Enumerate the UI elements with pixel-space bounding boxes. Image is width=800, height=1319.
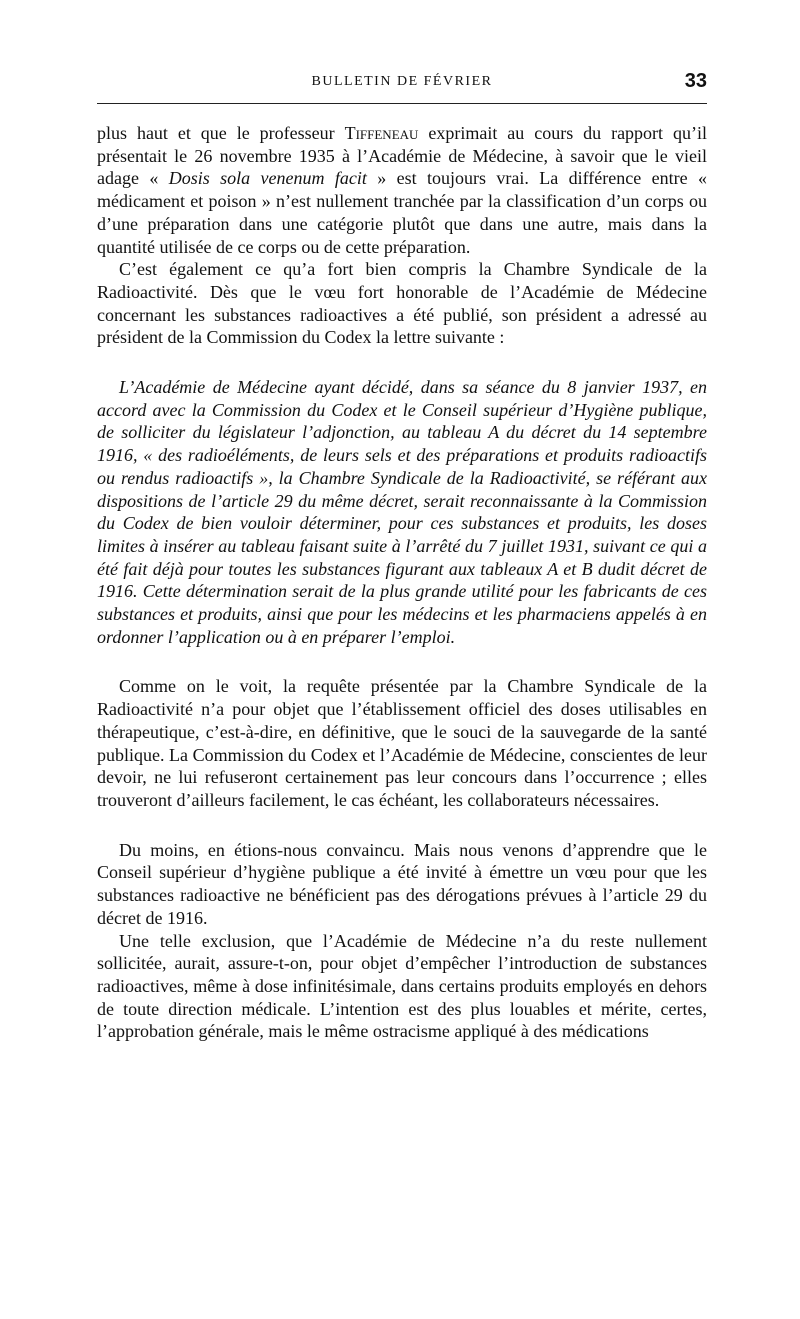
paragraph-1-text-b: exprimait au cours du rapport qu’il présentait le 26 novembre 1935 à l’Académie de Médecine, à savoir que le vieil adage «: [97, 123, 707, 189]
paragraph-3: Comme on le voit, la requête présentée par la Chambre Syndicale de la Radioactivité n’a pour objet que l’établissement officiel des doses utilisables en thérapeutique, c’est-à-dire, en définitive, que le souci de la sauvegarde de la santé publique. La Commission du Codex et l’Académie de Médecine, conscientes de leur devoir, ne lui refuseront certainement pas leur concours dans l’occurrence ; elles trouveront d’ailleurs facilement, le cas échéant, les collaborateurs nécessaires.: [97, 676, 707, 810]
quoted-letter: L’Académie de Médecine ayant décidé, dans sa séance du 8 janvier 1937, en accord avec la Commission du Codex et le Conseil supérieur d’Hygiène publique, de solliciter du législateur l’adjonction, au tableau A du décret du 14 septembre 1916, « des radioéléments, de leurs sels et des préparations et produits radioactifs ou rendus radioactifs », la Chambre Syndicale de la Radioactivité, se référant aux dispositions de l’article 29 du même décret, serait reconnaissante à la Commission du Codex de bien vouloir déterminer, pour ces substances et produits, les doses limites à insérer au tableau faisant suite à l’arrêté du 7 juillet 1931, suivant ce qui a été fait déjà pour toutes les substances figurant aux tableaux A et B dudit décret de 1916. Cette détermination serait de la plus grande utilité pour les fabricants de ces substances et produits, ainsi que pour les médecins et les pharmaciens appelés à en ordonner l’application ou à en préparer l’emploi.: [97, 377, 707, 647]
page: [97, 60, 707, 1042]
author-name: Tiffeneau: [344, 123, 419, 143]
paragraph-1: [97, 122, 707, 258]
paragraph-5: Une telle exclusion, que l’Académie de Médecine n’a du reste nullement sollicitée, aurait, assure-t-on, pour objet d’empêcher l’introduction de substances radioactives, même à dose infinitésimale, dans certains produits employés en dehors de toute direction médicale. L’intention est des plus louables et mérite, certes, l’approbation générale, mais le même ostracisme appliqué à des médications: [97, 930, 707, 1042]
paragraph-1-text-a: plus haut et que le professeur: [97, 123, 345, 143]
paragraph-1-text-c: » est toujours vrai. La différence entre « médicament et poison » n’est nullement tranchée par la classification d’un corps ou d’une préparation dans une catégorie plutôt que dans une autre, mais dans la quantité utilisée de ce corps ou de cette préparation.: [97, 168, 707, 257]
page-number: 33: [684, 70, 707, 92]
header-rule: [97, 103, 707, 104]
paragraph-4: Du moins, en étions-nous convaincu. Mais nous venons d’apprendre que le Conseil supérieur d’hygiène publique a été invité à émettre un vœu pour que les substances radioactive ne bénéficient pas des dérogations prévues à l’article 29 du décret de 1916.: [97, 839, 707, 928]
page-header: [97, 60, 707, 90]
running-title: BULLETIN DE FÉVRIER: [311, 74, 493, 89]
latin-adage: Dosis sola venenum facit: [168, 168, 367, 189]
paragraph-2: C’est également ce qu’a fort bien compris la Chambre Syndicale de la Radioactivité. Dès que le vœu fort honorable de l’Académie de Médecine concernant les substances radioactives a été publié, son président a adressé au président de la Commission du Codex la lettre suivante :: [97, 259, 707, 348]
body-text: [97, 122, 707, 1043]
